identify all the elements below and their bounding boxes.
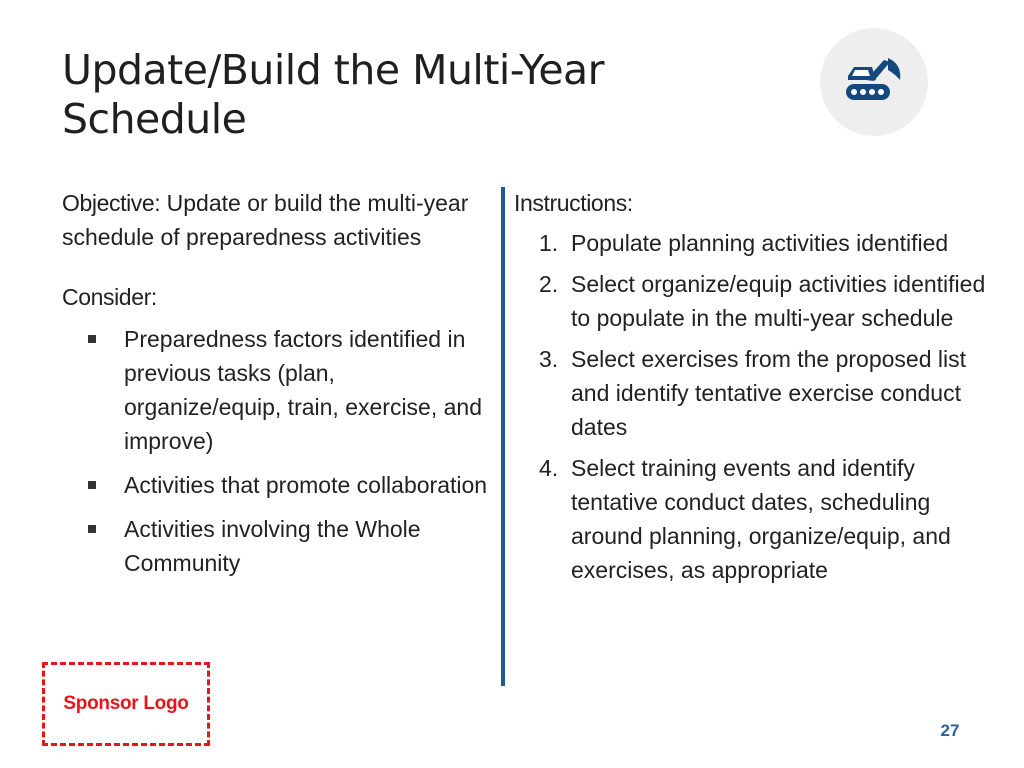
- square-bullet-icon: [88, 525, 96, 533]
- icon-badge: [820, 28, 928, 136]
- step-text: Populate planning activities identified: [571, 230, 949, 256]
- right-column: [514, 186, 994, 594]
- objective-text: Update or build the multi-year schedule of preparedness activities: [62, 190, 469, 250]
- step-number: 2.: [539, 271, 559, 297]
- bullet-text: Activities involving the Whole Community: [124, 516, 421, 576]
- objective-paragraph: [62, 186, 492, 254]
- list-item: [514, 451, 994, 587]
- square-bullet-icon: [88, 481, 96, 489]
- list-item: [514, 226, 994, 260]
- step-text: Select training events and identify tentative conduct dates, scheduling around planning, organize/equip, and exercises, as appropriate: [571, 455, 951, 583]
- list-item: [62, 512, 492, 580]
- step-number: 3.: [539, 346, 559, 372]
- list-item: [62, 468, 492, 502]
- consider-label: Consider:: [62, 284, 157, 310]
- sponsor-logo-placeholder: [42, 662, 210, 746]
- bullet-text: Preparedness factors identified in previous tasks (plan, organize/equip, train, exercise, and improve): [124, 326, 482, 454]
- left-column: [62, 186, 492, 590]
- column-divider: [501, 187, 505, 686]
- list-item: [514, 342, 994, 444]
- step-text: Select organize/equip activities identified to populate in the multi-year schedule: [571, 271, 986, 331]
- step-number: 4.: [539, 455, 559, 481]
- objective-label: Objective:: [62, 190, 161, 216]
- list-item: [514, 267, 994, 335]
- construction-crane-icon: [844, 50, 906, 112]
- square-bullet-icon: [88, 335, 96, 343]
- instructions-list: [514, 226, 994, 587]
- list-item: [62, 322, 492, 458]
- bullet-text: Activities that promote collaboration: [124, 472, 488, 498]
- instructions-label: Instructions:: [514, 190, 633, 216]
- step-number: 1.: [539, 230, 559, 256]
- step-text: Select exercises from the proposed list and identify tentative exercise conduct dates: [571, 346, 967, 440]
- page-number: 27: [940, 721, 960, 740]
- sponsor-logo-label: Sponsor Logo: [63, 693, 189, 714]
- slide-title: Update/Build the Multi-Year Schedule: [62, 46, 605, 143]
- consider-list: [62, 322, 492, 580]
